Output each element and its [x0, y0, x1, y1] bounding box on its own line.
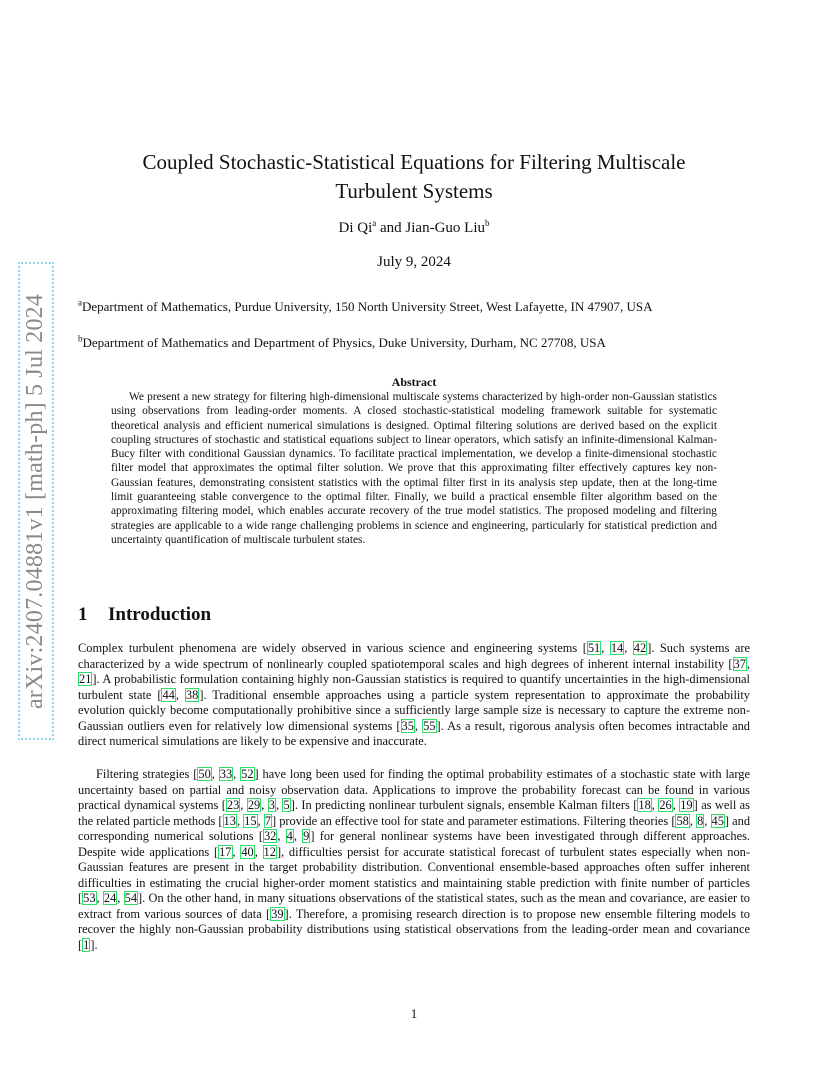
citation-link[interactable]: 58 [676, 813, 689, 828]
citation-link[interactable]: 37 [733, 656, 746, 671]
affiliation-text: Department of Mathematics and Department of Physics, Duke University, Durham, NC 27708, USA [82, 335, 606, 350]
citation-link[interactable]: 19 [680, 798, 693, 812]
citation-link[interactable]: 18 [638, 798, 651, 812]
citation-group: [13, 15, 7] [218, 813, 277, 828]
citation-link[interactable]: 3 [268, 798, 275, 812]
citation-link[interactable]: 35 [401, 718, 414, 733]
citation-link[interactable]: 40 [241, 844, 254, 859]
citation-group: [44, 38] [157, 687, 204, 702]
citation-link[interactable]: 4 [286, 829, 293, 843]
body-text-segment: . Traditional ensemble approaches using a particle system representation to approximate the probability evolution quickly become computationally prohibitive since a sufficiently large sample size is necessary to capture the extreme non-Gaussian outliers even for relatively low dimensional systems [78, 687, 750, 733]
citation-link[interactable]: 51 [587, 641, 601, 655]
body-text-segment: provide an effective tool for state and parameter estimations. Filtering theories [276, 813, 672, 828]
citation-group: [17, 40, 12] [213, 844, 282, 859]
affiliation-b [78, 334, 748, 351]
body-text-segment: , difficulties persist for accurate statistical forecast of turbulent states especially when non-Gaussian features are present in the target probability distribution. Conventional ensemble-based approaches often suffer inherent difficulties in estimating the crucial higher-order moment statistics and maintaining stable prediction with finite number of particles [78, 844, 750, 890]
citation-link[interactable]: 38 [185, 687, 199, 702]
body-text-segment: . Therefore, a promising research direction is to propose new ensemble filtering models to recover the highly non-Gaussian probability distributions using statistical observations from the leading-order mean and covariance [78, 906, 750, 936]
author-connector: and [376, 220, 406, 236]
citation-link[interactable]: 44 [162, 687, 175, 702]
citation-link[interactable]: 32 [263, 829, 277, 843]
citation-link[interactable]: 9 [303, 829, 310, 843]
body-text-segment: have long been used for finding the optimal probability estimates of a stochastic state with large uncertainty based on partial and noisy observation data. Applications to improve the probability forecast can be found in various practical dynamical systems [78, 767, 750, 812]
citation-link[interactable]: 15 [244, 813, 257, 828]
section-number: 1 [78, 604, 88, 625]
affiliation-text: Department of Mathematics, Purdue University, 150 North University Street, West Lafayette, IN 47907, USA [82, 299, 653, 314]
citation-link[interactable]: 33 [219, 767, 233, 781]
citation-link[interactable]: 23 [226, 798, 240, 812]
author-name: Jian-Guo Liu [405, 220, 485, 236]
citation-link[interactable]: 17 [219, 844, 232, 859]
citation-group: [18, 26, 19] [633, 798, 698, 812]
body-text-segment: . In predicting nonlinear turbulent signals, ensemble Kalman filters [294, 798, 634, 812]
body-text-segment: as well as the related particle methods [78, 798, 751, 828]
citation-group: [58, 8, 45] [671, 813, 730, 828]
abstract-heading: Abstract [391, 375, 437, 389]
citation-group: [32, 4, 9] [258, 829, 315, 843]
paper-title: Coupled Stochastic-Statistical Equations for Filtering Multiscale Turbulent Systems [142, 150, 686, 203]
body-text-segment: . A probabilistic formulation containing highly non-Gaussian statistics is required to quantify uncertainties in the high-dimensional turbulent state [78, 672, 750, 702]
body-text-segment: . Such systems are characterized by a wide spectrum of nonlinearly coupled spatiotemporal scales and high degrees of inherent internal instability [78, 641, 750, 671]
intro-paragraph-2 [78, 767, 750, 953]
citation-link[interactable]: 1 [83, 937, 90, 952]
body-text-segment: Filtering strategies [96, 767, 194, 781]
body-text-segment: . [94, 937, 98, 952]
citation-link[interactable]: 52 [241, 767, 254, 781]
body-text-segment: . As a result, rigorous analysis often becomes intractable and direct numerical simulations are likely to be expensive and inaccurate. [78, 718, 751, 748]
citation-link[interactable]: 55 [423, 718, 436, 733]
citation-link[interactable]: 42 [633, 641, 647, 655]
citation-link[interactable]: 53 [83, 891, 96, 905]
body-text-segment: . On the other hand, in many situations observations of the statistical states, such as the mean and covariance, are easier to extract from various sources of data [78, 891, 750, 921]
affiliation-mark: b [78, 333, 83, 344]
citation-link[interactable]: 45 [711, 813, 724, 828]
citation-link[interactable]: 24 [103, 891, 117, 905]
citation-group: [35, 55] [396, 718, 441, 733]
author-line [100, 220, 728, 237]
section-heading [78, 604, 211, 626]
citation-group: [37, 21] [79, 656, 750, 686]
affiliation-a [78, 298, 748, 315]
citation-group: [51, 14, 42] [582, 641, 652, 655]
abstract-body: We present a new strategy for filtering high-dimensional multiscale systems characterized by high-order non-Gaussian statistics using observations from leading-order moments. A closed stochastic-statistical modeling framework suitable for systematic theoretical analysis and efficient numerical simulations is designed. Optimal filtering solutions are derived based on the explicit coupling structures of stochastic and statistical equations subject to linear operators, which satisfy an infinite-dimensional Kalman-Bucy filter with conditional Gaussian dynamics. To facilitate practical implementation, we develop a finite-dimensional stochastic filter model that approximates the optimal filter solution. We prove that this approximating filter effectively captures key non-Gaussian features, demonstrating consistent statistics with the optimal filter first in its analysis step update, then at the long-time limit guaranteeing stable convergence to the optimal filter. Finally, we build a practical ensemble filter algorithm based on the approximating filtering model, which enables accurate recovery of the true model statistics. The proposed modeling and filtering strategies are applicable to a wide range challenging problems in science and engineering, particularly for statistical prediction and uncertainty quantification of multiscale turbulent states. [111, 391, 717, 546]
citation-group: [23, 29, 3, 5] [221, 798, 295, 812]
paper-date: July 9, 2024 [377, 254, 451, 270]
page-number: 1 [410, 1006, 418, 1021]
citation-link[interactable]: 39 [271, 906, 284, 921]
citation-group: [1] [78, 937, 95, 952]
citation-group: [53, 24, 54] [78, 891, 143, 905]
citation-link[interactable]: 50 [198, 767, 211, 781]
citation-link[interactable]: 12 [263, 844, 276, 859]
intro-paragraph-1 [78, 641, 750, 750]
citation-link[interactable]: 26 [659, 798, 672, 812]
body-text-segment: for general nonlinear systems have been investigated through different approaches. Despite wide applications [78, 829, 750, 859]
citation-group: [39] [266, 906, 289, 921]
citation-link[interactable]: 5 [283, 798, 290, 812]
citation-link[interactable]: 7 [264, 813, 271, 828]
citation-link[interactable]: 29 [247, 798, 261, 812]
citation-link[interactable]: 21 [79, 672, 92, 686]
body-text-segment: and corresponding numerical solutions [78, 813, 751, 843]
author-name: Di Qi [338, 220, 373, 236]
affiliation-mark: a [372, 218, 377, 228]
citation-group: [50, 33, 52] [193, 767, 259, 781]
affiliation-mark: a [78, 297, 82, 308]
citation-link[interactable]: 14 [610, 641, 624, 655]
citation-link[interactable]: 54 [124, 891, 138, 905]
body-text-segment: Complex turbulent phenomena are widely observed in various science and engineering systems [78, 641, 583, 655]
affiliation-mark: b [485, 218, 490, 228]
arxiv-identifier-text: arXiv:2407.04881v1 [math-ph] 5 Jul 2024 [22, 293, 49, 709]
arxiv-identifier-stamp[interactable] [18, 262, 54, 740]
citation-link[interactable]: 13 [223, 813, 236, 828]
section-title: Introduction [108, 604, 212, 625]
citation-link[interactable]: 8 [697, 813, 704, 828]
